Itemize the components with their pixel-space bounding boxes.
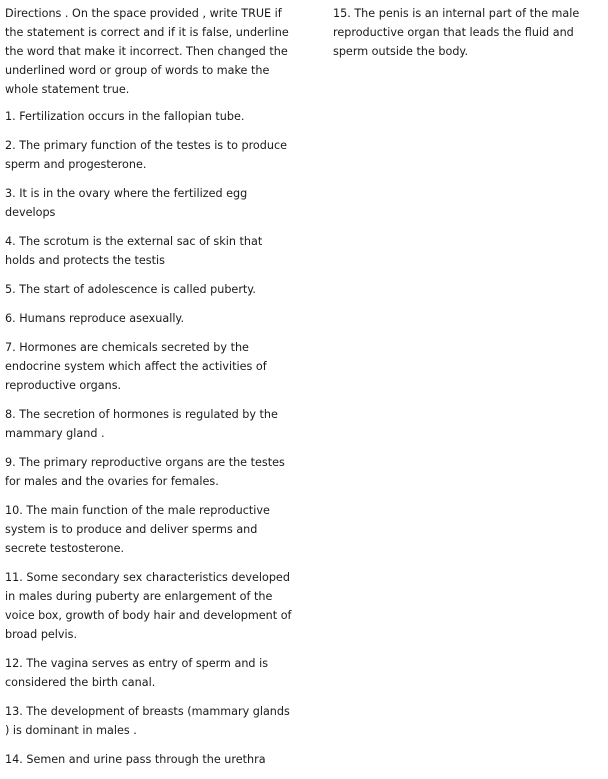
question-2: 2. The primary function of the testes is to produce sperm and progesterone. — [5, 139, 288, 171]
question-11: 11. Some secondary sex characteristics developed in males during puberty are enlargement of the voice box, growth of body hair and development of broad pelvis. — [5, 571, 292, 641]
right-column — [333, 4, 588, 71]
question-4: 4. The scrotum is the external sac of skin that holds and protects the testis — [5, 235, 263, 267]
question-8: 8. The secretion of hormones is regulated by the mammary gland . — [5, 408, 278, 440]
directions-text: Directions . On the space provided , write TRUE if the statement is correct and if it is false, underline the word that make it incorrect. Then changed the underlined word or group of words to make the whole statement true. — [5, 7, 289, 96]
question-12: 12. The vagina serves as entry of sperm and is considered the birth canal. — [5, 657, 269, 689]
question-1: 1. Fertilization occurs in the fallopian tube. — [5, 110, 245, 123]
question-10: 10. The main function of the male reproductive system is to produce and deliver sperms and secrete testosterone. — [5, 504, 270, 555]
question-15: 15. The penis is an internal part of the male reproductive organ that leads the fluid and sperm outside the body. — [333, 7, 580, 58]
question-14: 14. Semen and urine pass through the urethra — [5, 753, 266, 766]
question-7: 7. Hormones are chemicals secreted by the endocrine system which affect the activities of reproductive organs. — [5, 341, 267, 392]
question-3: 3. It is in the ovary where the fertilized egg develops — [5, 187, 248, 219]
question-5: 5. The start of adolescence is called puberty. — [5, 283, 256, 296]
question-13: 13. The development of breasts (mammary glands ) is dominant in males . — [5, 705, 290, 737]
question-9: 9. The primary reproductive organs are the testes for males and the ovaries for females. — [5, 456, 285, 488]
question-6: 6. Humans reproduce asexually. — [5, 312, 185, 325]
left-column — [5, 4, 292, 779]
